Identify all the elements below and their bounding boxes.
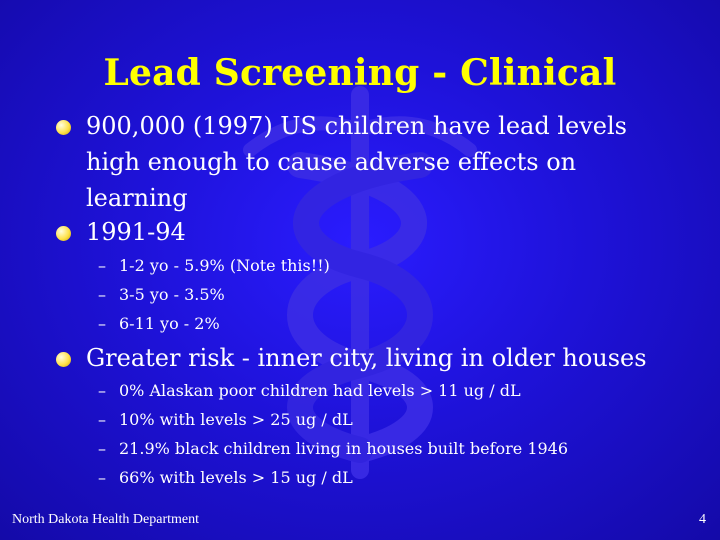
bullet-text-line: 1991-94: [86, 218, 186, 246]
sub-bullet-text: 21.9% black children living in houses built before 1946: [119, 439, 569, 458]
dash-icon: –: [98, 381, 106, 400]
page-number: 4: [699, 512, 706, 527]
sub-bullet-item: [98, 314, 679, 334]
dash-icon: –: [98, 468, 106, 487]
dash-icon: –: [98, 314, 106, 333]
sub-bullet-text: 1-2 yo - 5.9% (Note this!!): [119, 256, 330, 275]
sub-bullet-item: [98, 439, 679, 459]
dash-icon: –: [98, 256, 106, 275]
bullet-item: [86, 340, 686, 376]
sub-bullet-item: [98, 410, 679, 430]
bullet-text-line: high enough to cause adverse effects on: [86, 148, 577, 176]
sub-bullet-text: 66% with levels > 15 ug / dL: [119, 468, 353, 487]
dash-icon: –: [98, 285, 106, 304]
dash-icon: –: [98, 410, 106, 429]
bullet-icon: [56, 120, 71, 135]
bullet-icon: [56, 352, 71, 367]
sub-bullet-text: 3-5 yo - 3.5%: [119, 285, 225, 304]
sub-bullet-item: [98, 285, 679, 305]
sub-bullet-item: [98, 381, 679, 401]
bullet-text-line: learning: [86, 184, 188, 212]
sub-bullet-text: 6-11 yo - 2%: [119, 314, 220, 333]
bullet-text-line: Greater risk - inner city, living in older houses: [86, 344, 647, 372]
sub-bullet-text: 10% with levels > 25 ug / dL: [119, 410, 353, 429]
slide-title: Lead Screening - Clinical: [103, 52, 617, 94]
bullet-item: [86, 214, 686, 250]
footer-text: North Dakota Health Department: [12, 512, 199, 527]
bullet-text-line: 900,000 (1997) US children have lead levels: [86, 112, 627, 140]
bullet-item: [86, 108, 686, 216]
sub-bullet-text: 0% Alaskan poor children had levels > 11 ug / dL: [119, 381, 521, 400]
sub-bullet-item: [98, 468, 679, 488]
bullet-icon: [56, 226, 71, 241]
sub-bullet-item: [98, 256, 679, 276]
dash-icon: –: [98, 439, 106, 458]
